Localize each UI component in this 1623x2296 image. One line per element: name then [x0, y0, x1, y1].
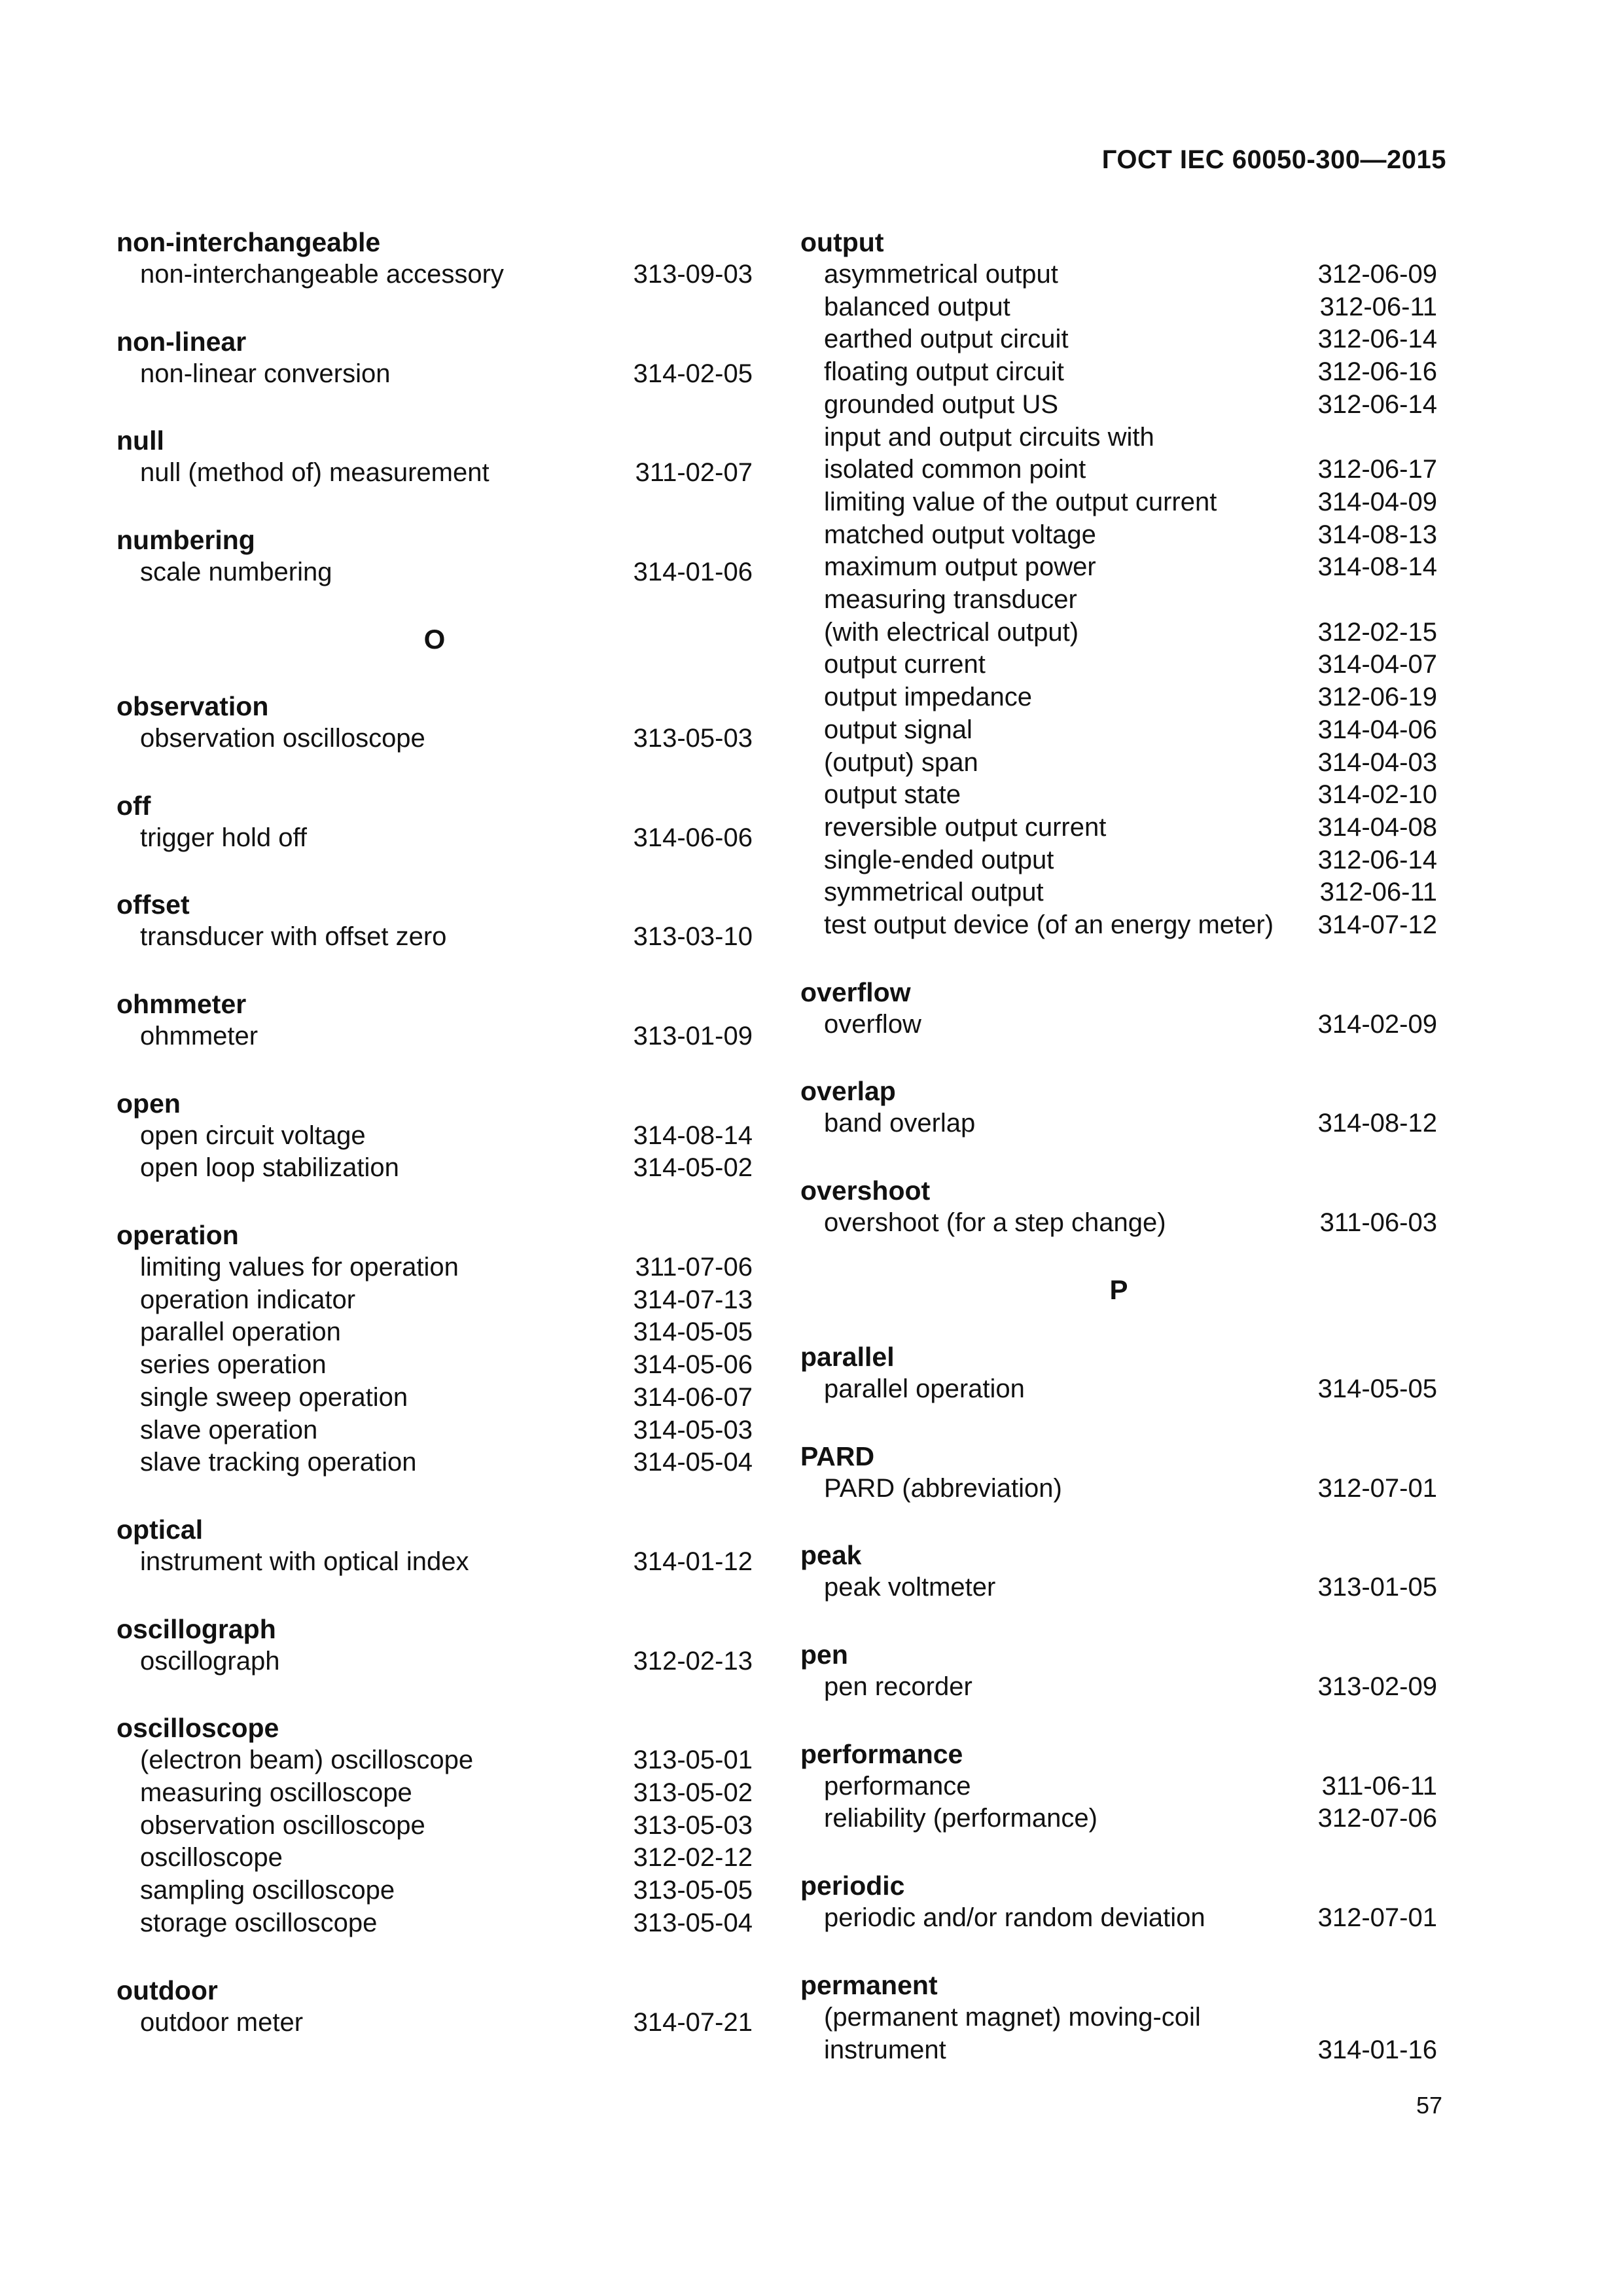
index-term-code: 311-06-11 — [1321, 1771, 1437, 1801]
index-term-code: 314-07-13 — [633, 1285, 753, 1314]
index-entry — [116, 789, 753, 855]
index-keyword: PARD — [800, 1441, 875, 1471]
index-keyword: numbering — [116, 525, 255, 556]
index-term-code: 312-07-06 — [1317, 1804, 1437, 1833]
index-entry — [800, 226, 1437, 942]
index-term-row — [800, 422, 1437, 454]
index-term: instrument with optical index — [140, 1547, 469, 1576]
index-entry — [116, 325, 753, 391]
index-term-row — [800, 259, 1437, 291]
index-term: single sweep operation — [140, 1382, 408, 1412]
index-term-row — [800, 1671, 1437, 1704]
index-term: overshoot (for a step change) — [824, 1208, 1166, 1238]
index-term-row — [800, 2001, 1437, 2034]
index-term-code: 312-02-13 — [633, 1646, 753, 1676]
index-term-code: 314-08-14 — [1317, 552, 1437, 582]
index-term-row — [800, 617, 1437, 649]
index-keyword: overflow — [800, 977, 911, 1007]
index-term-row — [800, 1571, 1437, 1604]
index-term: series operation — [140, 1350, 327, 1380]
index-term-row — [800, 1770, 1437, 1803]
index-term: trigger hold off — [140, 823, 307, 852]
index-term-row — [800, 844, 1437, 877]
index-entry — [116, 1513, 753, 1579]
index-keyword: periodic — [800, 1871, 905, 1901]
index-entry — [800, 1440, 1437, 1505]
index-term-code: 314-06-06 — [633, 823, 753, 852]
index-term-code: 312-07-01 — [1317, 1903, 1437, 1933]
index-term-row — [116, 1744, 753, 1777]
index-term-code: 313-05-03 — [633, 723, 753, 753]
index-term: oscilloscope — [140, 1843, 283, 1873]
index-term: observation oscilloscope — [140, 723, 425, 753]
index-term: operation indicator — [140, 1285, 356, 1314]
index-letter-section — [116, 623, 753, 656]
index-keyword: optical — [116, 1514, 204, 1545]
index-term-row — [800, 649, 1437, 681]
index-term: sampling oscilloscope — [140, 1876, 395, 1905]
index-keyword: oscillograph — [116, 1613, 276, 1644]
index-term-code: 314-04-03 — [1317, 747, 1437, 777]
index-entry — [116, 690, 753, 755]
index-term-code: 314-01-12 — [633, 1547, 753, 1576]
index-term-row — [800, 323, 1437, 356]
index-term: non-interchangeable accessory — [140, 260, 504, 289]
index-term: balanced output — [824, 292, 1010, 321]
index-term-row — [116, 1284, 753, 1317]
index-term-row — [800, 2034, 1437, 2067]
index-term-code: 312-06-14 — [1317, 325, 1437, 354]
index-term-code: 312-06-11 — [1319, 878, 1437, 907]
index-term-code: 312-06-14 — [1317, 845, 1437, 874]
index-term: storage oscilloscope — [140, 1908, 378, 1937]
index-term: earthed output circuit — [824, 325, 1069, 354]
index-column-left — [116, 226, 753, 2073]
index-term-row — [800, 486, 1437, 519]
index-term-row — [116, 1251, 753, 1284]
index-keyword: observation — [116, 691, 269, 721]
index-term-code: 313-05-03 — [633, 1810, 753, 1840]
index-letter-heading: O — [423, 623, 446, 655]
index-term-row — [116, 1546, 753, 1579]
document-header: ГОСТ IEC 60050-300—2015 — [1101, 145, 1446, 174]
index-term-row — [116, 1349, 753, 1382]
index-keyword: overshoot — [800, 1175, 931, 1206]
index-keyword: off — [116, 790, 151, 821]
index-term: isolated common point — [824, 455, 1086, 484]
index-term-row — [116, 1316, 753, 1349]
index-entry — [800, 1638, 1437, 1704]
index-term-row — [800, 1902, 1437, 1935]
index-term-code: 312-06-16 — [1317, 357, 1437, 387]
index-entry — [116, 888, 753, 954]
index-term-row — [800, 812, 1437, 844]
index-term: grounded output US — [824, 389, 1059, 419]
index-term-row — [800, 356, 1437, 389]
index-term: measuring oscilloscope — [140, 1778, 412, 1808]
index-term: (permanent magnet) moving-coil — [824, 2002, 1201, 2032]
index-term-row — [800, 747, 1437, 780]
index-term: peak voltmeter — [824, 1573, 996, 1602]
index-entry — [116, 1974, 753, 2039]
index-term-code: 314-04-07 — [1317, 650, 1437, 679]
index-term-code: 311-07-06 — [635, 1253, 753, 1282]
page-number: 57 — [1416, 2092, 1442, 2119]
index-term-row — [116, 822, 753, 855]
index-term-code: 311-02-07 — [635, 458, 753, 488]
index-term-row — [116, 1020, 753, 1053]
index-term-row — [800, 909, 1437, 942]
index-entry — [800, 976, 1437, 1041]
index-term: pen recorder — [824, 1672, 972, 1701]
index-term: transducer with offset zero — [140, 922, 447, 952]
index-term-row — [800, 1473, 1437, 1505]
index-term: floating output circuit — [824, 357, 1064, 387]
index-entry — [116, 988, 753, 1053]
index-term-row — [800, 1009, 1437, 1041]
index-term-row — [116, 457, 753, 490]
index-entry — [116, 1087, 753, 1185]
index-term-row — [116, 2007, 753, 2039]
index-entry — [800, 1969, 1437, 2066]
index-term-code: 313-03-10 — [633, 922, 753, 952]
index-term: open loop stabilization — [140, 1153, 399, 1183]
index-term: scale numbering — [140, 558, 332, 587]
index-term-row — [116, 1382, 753, 1414]
index-term-code: 314-06-07 — [633, 1382, 753, 1412]
index-term-code: 314-08-13 — [1317, 520, 1437, 549]
index-term-row — [800, 779, 1437, 812]
index-term-code: 314-05-02 — [633, 1153, 753, 1183]
index-term-code: 312-06-11 — [1319, 292, 1437, 321]
index-term-code: 314-02-09 — [1317, 1009, 1437, 1039]
index-term: slave operation — [140, 1415, 318, 1444]
index-term-row — [116, 1645, 753, 1678]
index-term-code: 314-05-04 — [633, 1448, 753, 1477]
index-term: observation oscilloscope — [140, 1810, 425, 1840]
index-term: reliability (performance) — [824, 1804, 1097, 1833]
index-term: output current — [824, 650, 986, 679]
index-keyword: open — [116, 1088, 181, 1119]
index-term-code: 314-04-08 — [1317, 812, 1437, 842]
index-term: output impedance — [824, 683, 1033, 712]
index-term-row — [800, 681, 1437, 714]
index-term-code: 312-02-12 — [633, 1843, 753, 1873]
index-term: outdoor meter — [140, 2007, 304, 2037]
index-term-code: 314-01-16 — [1317, 2035, 1437, 2064]
index-term-code: 313-09-03 — [633, 260, 753, 289]
index-entry — [800, 1738, 1437, 1835]
index-term-row — [116, 723, 753, 755]
index-term-code: 314-02-10 — [1317, 780, 1437, 810]
index-term: (with electrical output) — [824, 617, 1079, 647]
index-term: asymmetrical output — [824, 260, 1058, 289]
index-term-code: 313-05-05 — [633, 1876, 753, 1905]
index-term: input and output circuits with — [824, 422, 1154, 452]
index-term-code: 314-05-05 — [1317, 1374, 1437, 1403]
index-term-code: 314-04-09 — [1317, 487, 1437, 516]
index-entry — [800, 1539, 1437, 1604]
index-term: performance — [824, 1771, 971, 1801]
index-term-row — [116, 1810, 753, 1842]
index-term-row — [116, 1446, 753, 1479]
index-keyword: operation — [116, 1220, 239, 1251]
index-term-row — [116, 1907, 753, 1940]
index-term-code: 314-05-06 — [633, 1350, 753, 1380]
index-entry — [800, 1340, 1437, 1406]
index-term: measuring transducer — [824, 585, 1077, 615]
index-term: symmetrical output — [824, 878, 1044, 907]
index-term: maximum output power — [824, 552, 1096, 582]
index-keyword: peak — [800, 1540, 862, 1571]
index-term: matched output voltage — [824, 520, 1096, 549]
index-term: test output device (of an energy meter) — [824, 910, 1274, 940]
index-keyword: non-linear — [116, 326, 247, 357]
index-term-code: 314-07-12 — [1317, 910, 1437, 940]
index-term: open circuit voltage — [140, 1121, 366, 1150]
index-keyword: performance — [800, 1738, 963, 1769]
index-term: instrument — [824, 2035, 946, 2064]
index-term-row — [116, 921, 753, 954]
index-term: parallel operation — [824, 1374, 1025, 1403]
index-term-code: 314-04-06 — [1317, 715, 1437, 744]
index-term-code: 312-06-17 — [1317, 455, 1437, 484]
index-term: (electron beam) oscilloscope — [140, 1746, 474, 1775]
index-entry — [116, 1613, 753, 1678]
index-term: single-ended output — [824, 845, 1054, 874]
index-term-row — [800, 1803, 1437, 1835]
index-entry — [800, 1075, 1437, 1140]
index-term-code: 312-06-14 — [1317, 389, 1437, 419]
index-term-row — [116, 1842, 753, 1874]
index-keyword: parallel — [800, 1341, 895, 1372]
index-term-code: 312-07-01 — [1317, 1473, 1437, 1503]
index-term-code: 313-05-04 — [633, 1908, 753, 1937]
index-term: output signal — [824, 715, 972, 744]
index-term-row — [116, 1414, 753, 1447]
index-term-code: 314-05-05 — [633, 1318, 753, 1347]
index-entry — [116, 424, 753, 490]
index-keyword: null — [116, 425, 164, 456]
index-term: ohmmeter — [140, 1021, 259, 1050]
index-term-row — [800, 1373, 1437, 1406]
index-term-row — [116, 358, 753, 391]
index-column-right — [800, 226, 1437, 2100]
index-keyword: offset — [116, 889, 190, 920]
index-term-code: 311-06-03 — [1319, 1208, 1437, 1238]
index-term-row — [800, 454, 1437, 486]
index-term-code: 314-02-05 — [633, 359, 753, 388]
index-term-code: 313-01-09 — [633, 1021, 753, 1050]
index-term-code: 313-02-09 — [1317, 1672, 1437, 1701]
index-entry — [116, 226, 753, 291]
index-term-row — [800, 551, 1437, 584]
index-term-code: 313-05-01 — [633, 1746, 753, 1775]
index-entry — [800, 1174, 1437, 1240]
index-letter-heading: P — [1109, 1274, 1128, 1305]
index-term-code: 314-01-06 — [633, 558, 753, 587]
index-term-row — [800, 1107, 1437, 1140]
index-entry — [800, 1869, 1437, 1935]
index-term: slave tracking operation — [140, 1448, 417, 1477]
index-term-code: 314-05-03 — [633, 1415, 753, 1444]
index-term: limiting value of the output current — [824, 487, 1217, 516]
index-keyword: oscilloscope — [116, 1713, 279, 1744]
index-keyword: outdoor — [116, 1975, 218, 2005]
index-term: (output) span — [824, 747, 978, 777]
index-term-code: 313-05-02 — [633, 1778, 753, 1808]
index-term-row — [116, 1777, 753, 1810]
index-term-row — [800, 519, 1437, 552]
index-term: periodic and/or random deviation — [824, 1903, 1205, 1933]
index-keyword: overlap — [800, 1076, 896, 1107]
index-term-row — [800, 714, 1437, 747]
index-letter-section — [800, 1274, 1437, 1306]
index-keyword: non-interchangeable — [116, 227, 381, 257]
index-term-row — [116, 556, 753, 589]
index-term: reversible output current — [824, 812, 1107, 842]
index-term-row — [800, 291, 1437, 324]
index-term: parallel operation — [140, 1318, 341, 1347]
index-term-code: 312-06-09 — [1317, 260, 1437, 289]
index-keyword: output — [800, 227, 884, 257]
index-term: overflow — [824, 1009, 921, 1039]
index-keyword: permanent — [800, 1969, 938, 2000]
index-term-row — [116, 1120, 753, 1153]
index-term: output state — [824, 780, 961, 810]
index-term-row — [800, 1207, 1437, 1240]
index-keyword: pen — [800, 1639, 848, 1670]
index-term-row — [116, 1152, 753, 1185]
index-keyword: ohmmeter — [116, 988, 247, 1019]
index-term-row — [800, 584, 1437, 617]
index-term-row — [116, 1874, 753, 1907]
index-term: non-linear conversion — [140, 359, 391, 388]
index-term-code: 312-02-15 — [1317, 617, 1437, 647]
index-term: null (method of) measurement — [140, 458, 490, 488]
index-term-code: 314-08-14 — [633, 1121, 753, 1150]
index-term: oscillograph — [140, 1646, 280, 1676]
index-term: limiting values for operation — [140, 1253, 459, 1282]
index-term: band overlap — [824, 1109, 976, 1138]
index-term-code: 314-07-21 — [633, 2007, 753, 2037]
index-term-code: 312-06-19 — [1317, 683, 1437, 712]
index-term-row — [800, 389, 1437, 422]
index-entry — [116, 1219, 753, 1479]
index-term-code: 313-01-05 — [1317, 1573, 1437, 1602]
index-term-row — [116, 259, 753, 291]
index-entry — [116, 1712, 753, 1939]
index-term-row — [800, 876, 1437, 909]
index-term-code: 314-08-12 — [1317, 1109, 1437, 1138]
index-term: PARD (abbreviation) — [824, 1473, 1062, 1503]
index-entry — [116, 524, 753, 589]
